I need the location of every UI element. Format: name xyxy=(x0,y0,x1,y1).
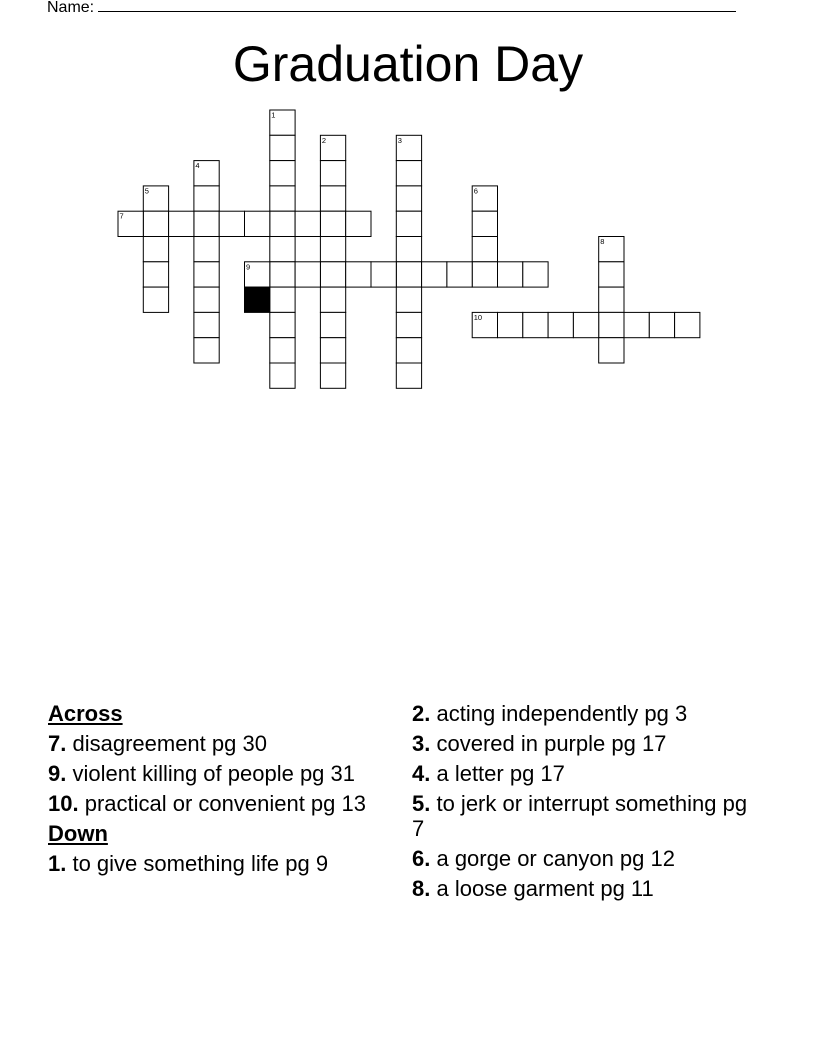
grid-cell[interactable] xyxy=(675,312,700,337)
grid-cell[interactable] xyxy=(472,262,497,287)
clue-down-6 xyxy=(412,846,752,871)
grid-cell[interactable] xyxy=(346,211,371,236)
clue-number: 6. xyxy=(412,846,431,871)
clue-across-10 xyxy=(48,791,393,816)
clues-right-column xyxy=(412,701,752,906)
grid-cell[interactable] xyxy=(396,237,421,262)
grid-cell[interactable] xyxy=(573,312,598,337)
grid-cell[interactable] xyxy=(320,312,345,337)
cell-number: 9 xyxy=(246,262,251,272)
clue-number: 9. xyxy=(48,761,67,786)
grid-cell[interactable] xyxy=(270,287,295,312)
grid-cell[interactable] xyxy=(396,161,421,186)
grid-cell[interactable] xyxy=(320,287,345,312)
clue-number: 4. xyxy=(412,761,431,786)
puzzle-title: Graduation Day xyxy=(232,36,584,92)
grid-cell[interactable] xyxy=(270,237,295,262)
clue-text: covered in purple pg 17 xyxy=(430,731,667,756)
grid-cell[interactable] xyxy=(320,262,345,287)
grid-cell[interactable] xyxy=(599,287,624,312)
cell-number: 2 xyxy=(321,135,327,145)
grid-cell[interactable] xyxy=(472,211,497,236)
down-heading: Down xyxy=(48,821,108,846)
clue-down-5 xyxy=(412,791,752,841)
grid-cell[interactable] xyxy=(396,186,421,211)
clue-number: 5. xyxy=(412,791,431,816)
clue-number: 3. xyxy=(412,731,431,756)
clue-down-2 xyxy=(412,701,752,726)
clues-left-column xyxy=(48,701,393,881)
clue-text: a letter pg 17 xyxy=(430,761,565,786)
grid-cell[interactable] xyxy=(270,338,295,363)
grid-cell[interactable] xyxy=(599,262,624,287)
grid-cell[interactable] xyxy=(194,312,219,337)
grid-cell[interactable] xyxy=(624,312,649,337)
black-cell xyxy=(245,287,270,312)
cell-number: 7 xyxy=(119,211,124,221)
grid-cell[interactable] xyxy=(396,312,421,337)
grid-cell[interactable] xyxy=(194,186,219,211)
grid-cell[interactable] xyxy=(270,363,295,388)
grid-cell[interactable] xyxy=(320,363,345,388)
grid-cell[interactable] xyxy=(194,211,219,236)
grid-cell[interactable] xyxy=(599,312,624,337)
clue-text: practical or convenient pg 13 xyxy=(78,791,366,816)
clue-across-9 xyxy=(48,761,393,786)
grid-cell[interactable] xyxy=(270,312,295,337)
grid-cell[interactable] xyxy=(523,312,548,337)
clue-number: 10. xyxy=(48,791,79,816)
grid-cell[interactable] xyxy=(396,211,421,236)
grid-cell[interactable] xyxy=(320,186,345,211)
clue-number: 7. xyxy=(48,731,67,756)
across-heading: Across xyxy=(48,701,123,726)
grid-cell[interactable] xyxy=(472,237,497,262)
grid-cell[interactable] xyxy=(270,262,295,287)
clue-text: to give something life pg 9 xyxy=(66,851,329,876)
grid-cell[interactable] xyxy=(194,262,219,287)
grid-cell[interactable] xyxy=(498,262,523,287)
clue-text: violent killing of people pg 31 xyxy=(66,761,356,786)
grid-cell[interactable] xyxy=(270,186,295,211)
grid-cell[interactable] xyxy=(143,211,168,236)
grid-cell[interactable] xyxy=(498,312,523,337)
grid-cell[interactable] xyxy=(422,262,447,287)
cell-number: 5 xyxy=(144,186,149,196)
clue-number: 8. xyxy=(412,876,431,901)
clue-across-7 xyxy=(48,731,393,756)
grid-cell[interactable] xyxy=(320,211,345,236)
crossword-grid xyxy=(0,0,816,400)
grid-cell[interactable] xyxy=(270,135,295,160)
clue-text: a loose garment pg 11 xyxy=(430,876,654,901)
clue-number: 2. xyxy=(412,701,431,726)
grid-cell[interactable] xyxy=(270,161,295,186)
grid-cell[interactable] xyxy=(219,211,244,236)
grid-cell[interactable] xyxy=(346,262,371,287)
clue-text: acting independently pg 3 xyxy=(430,701,688,726)
clue-down-1 xyxy=(48,851,393,876)
grid-cell[interactable] xyxy=(371,262,396,287)
clue-text: a gorge or canyon pg 12 xyxy=(430,846,675,871)
clue-number: 1. xyxy=(48,851,67,876)
cell-number: 6 xyxy=(473,186,478,196)
grid-cell[interactable] xyxy=(447,262,472,287)
cell-number: 4 xyxy=(195,161,200,171)
grid-cell[interactable] xyxy=(194,237,219,262)
grid-cell[interactable] xyxy=(270,211,295,236)
grid-cell[interactable] xyxy=(396,262,421,287)
clue-text: to jerk or interrupt something pg 7 xyxy=(412,791,748,841)
grid-cell[interactable] xyxy=(245,211,270,236)
cell-number: 10 xyxy=(473,312,483,322)
grid-cell[interactable] xyxy=(194,338,219,363)
grid-cell[interactable] xyxy=(320,161,345,186)
grid-cell[interactable] xyxy=(143,262,168,287)
clue-down-3 xyxy=(412,731,752,756)
clue-text: disagreement pg 30 xyxy=(66,731,267,756)
grid-cell[interactable] xyxy=(320,338,345,363)
grid-cell[interactable] xyxy=(320,237,345,262)
grid-cell[interactable] xyxy=(194,287,219,312)
cell-number: 1 xyxy=(271,110,276,120)
grid-cell[interactable] xyxy=(295,262,320,287)
grid-cell[interactable] xyxy=(548,312,573,337)
name-label: Name: xyxy=(47,0,95,16)
cell-number: 3 xyxy=(397,135,402,145)
grid-cell[interactable] xyxy=(143,287,168,312)
grid-cell[interactable] xyxy=(396,363,421,388)
clue-down-8 xyxy=(412,876,752,901)
cell-number: 8 xyxy=(600,237,605,246)
grid-cell[interactable] xyxy=(649,312,674,337)
grid-cell[interactable] xyxy=(143,237,168,262)
grid-cell[interactable] xyxy=(396,338,421,363)
grid-cell[interactable] xyxy=(599,338,624,363)
grid-cell[interactable] xyxy=(396,287,421,312)
grid-cell[interactable] xyxy=(295,211,320,236)
clue-down-4 xyxy=(412,761,752,786)
grid-cell[interactable] xyxy=(169,211,194,236)
grid-cell[interactable] xyxy=(523,262,548,287)
